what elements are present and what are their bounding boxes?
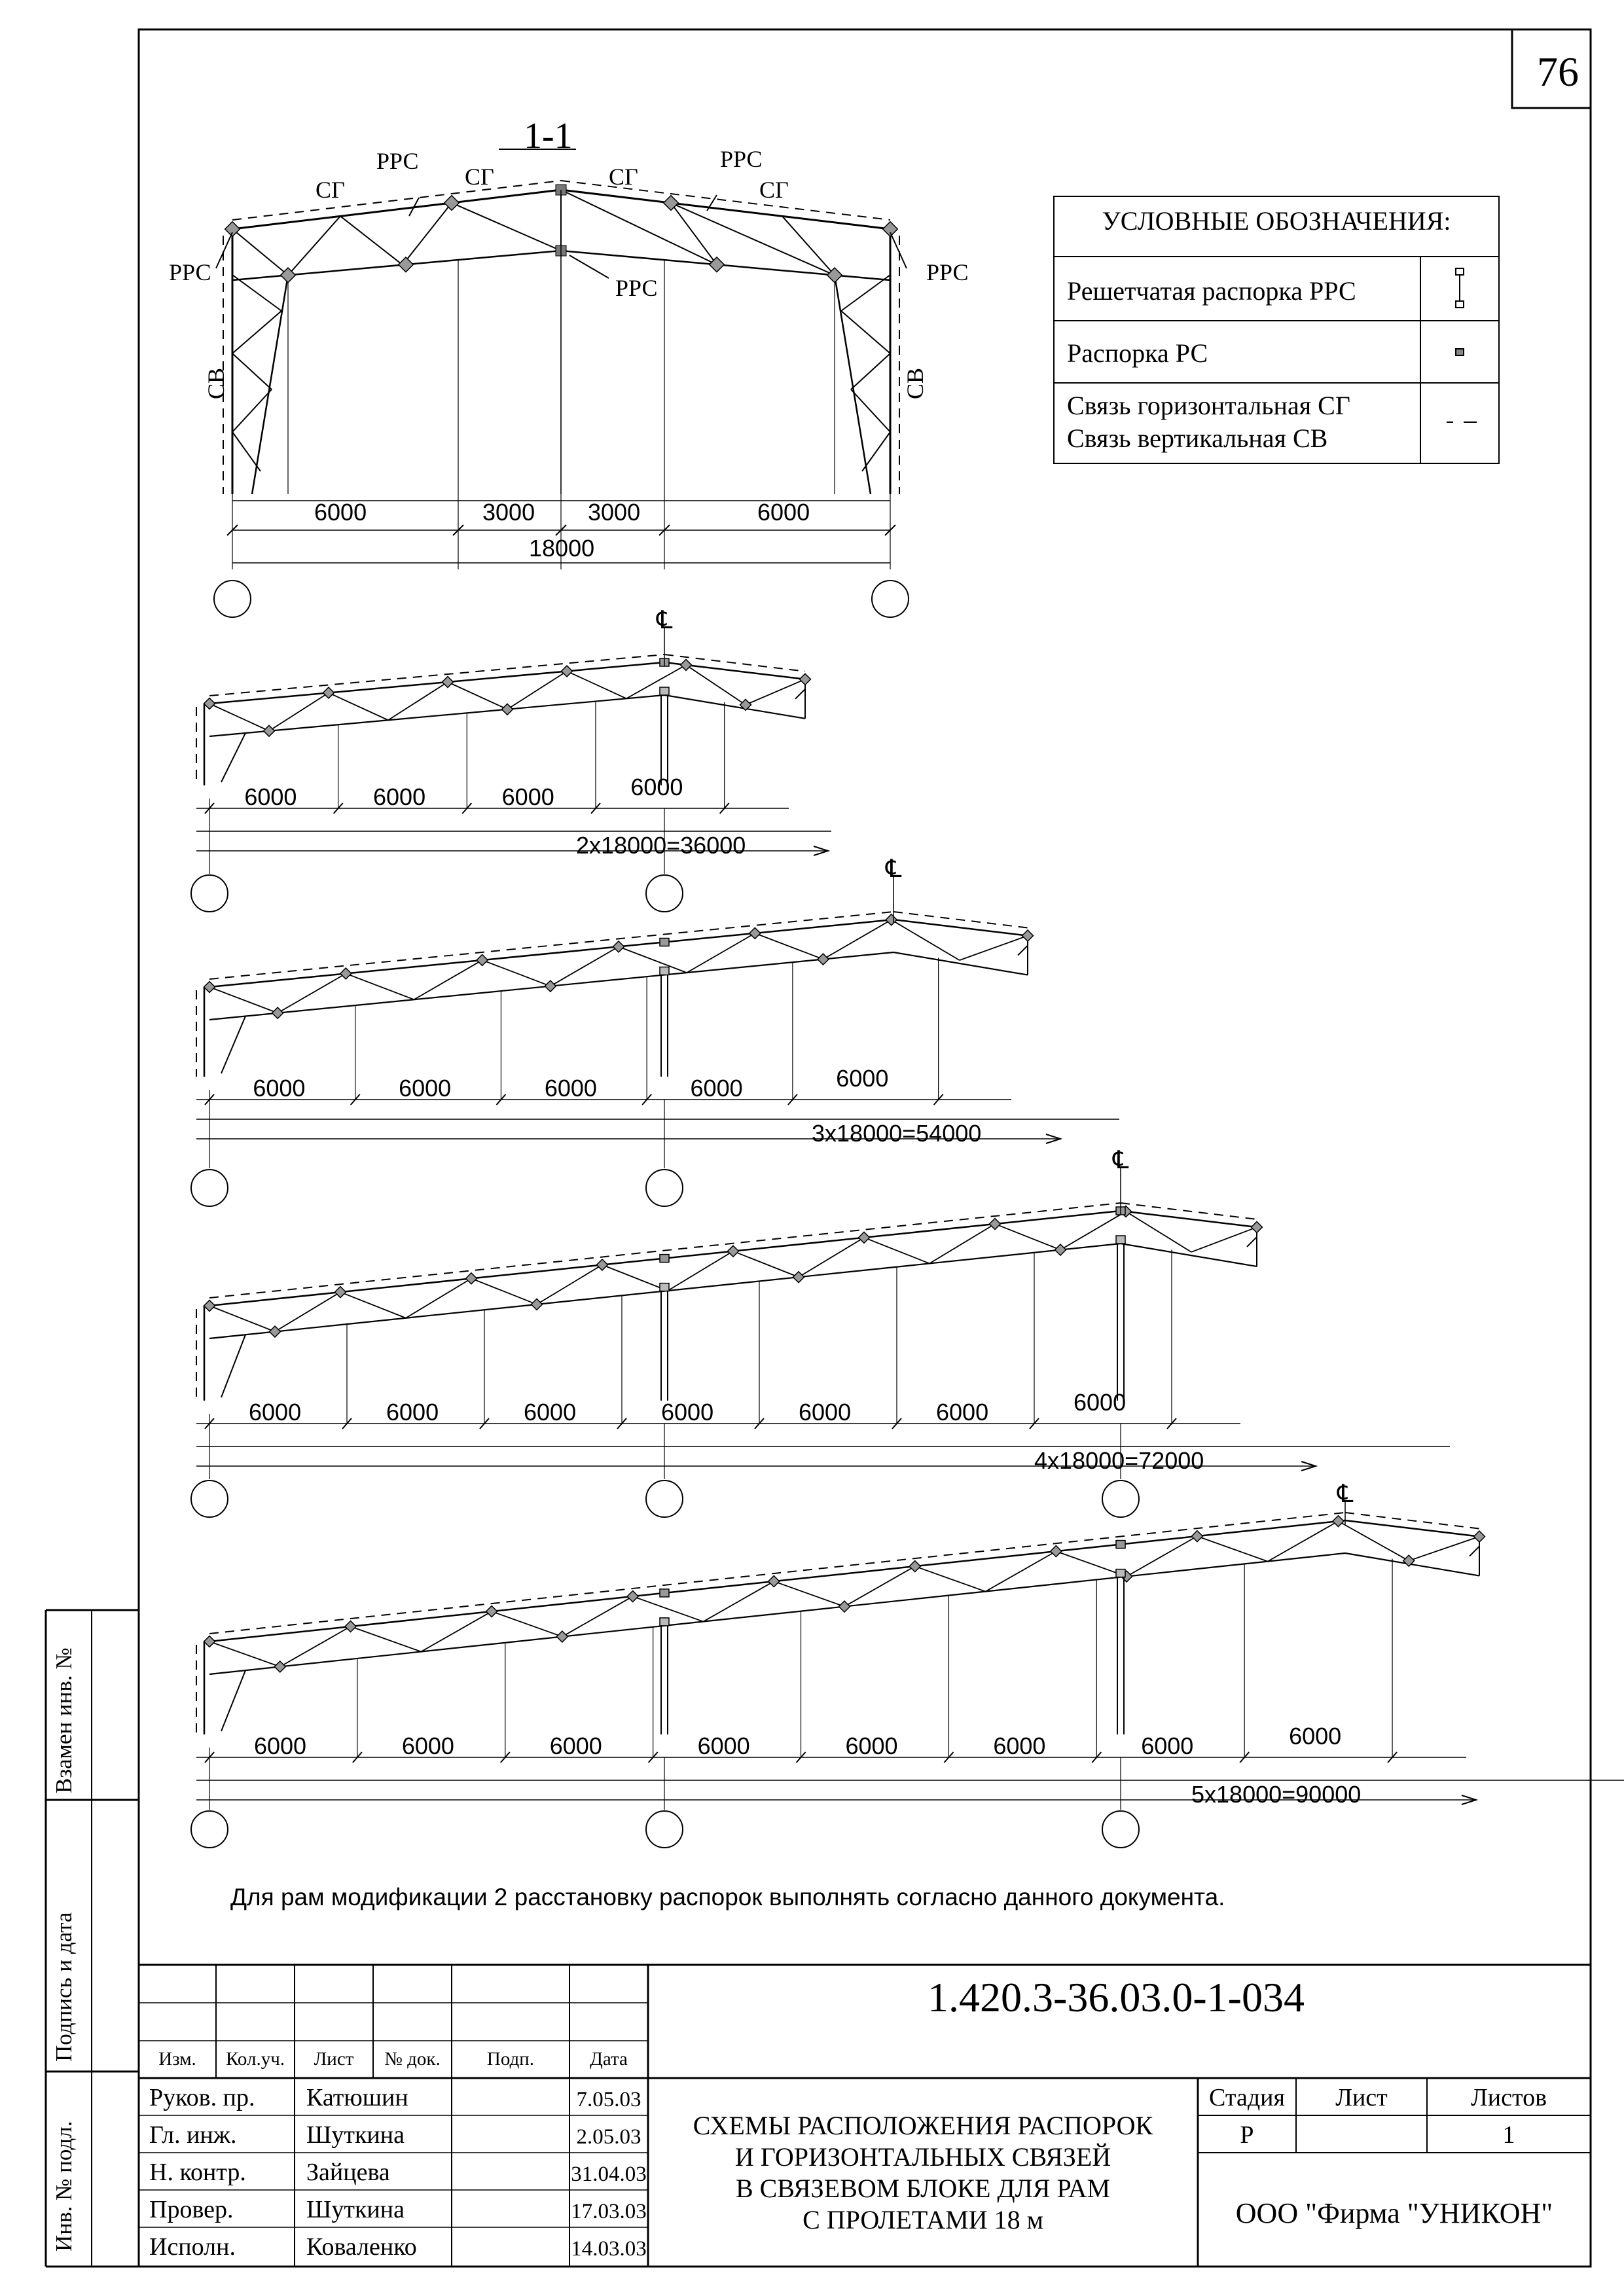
- sg-brace-line: [893, 912, 1028, 928]
- scheme-dim: 6000: [244, 783, 297, 810]
- title-line-3: В СВЯЗЕВОМ БЛОКЕ ДЛЯ РАМ: [735, 2174, 1111, 2203]
- column-lacing: [841, 311, 890, 353]
- legend-symbols: [1447, 268, 1477, 422]
- scheme-dim: 6000: [386, 1399, 439, 1426]
- web-diagonal: [209, 987, 278, 1013]
- brace-node: [613, 941, 624, 952]
- rrs-label-5: РРС: [926, 259, 969, 285]
- web-diagonal: [774, 1581, 844, 1607]
- axis-mark: ℄: [886, 854, 902, 883]
- sv-label-left: СВ: [203, 367, 229, 399]
- stage-label: Стадия: [1209, 2084, 1285, 2111]
- web-diagonal: [671, 203, 717, 264]
- web-diagonal: [1191, 1227, 1257, 1252]
- date-2: 2.05.03: [576, 2125, 641, 2149]
- scheme-total: 3x18000=54000: [812, 1120, 982, 1147]
- name-1: Катюшин: [306, 2084, 408, 2111]
- end-break: [1470, 1547, 1479, 1556]
- name-3: Зайцева: [306, 2159, 390, 2186]
- column-lacing: [232, 311, 281, 353]
- bottom-chord: [209, 1553, 1345, 1674]
- web-diagonal: [1409, 1537, 1479, 1561]
- brace-node: [728, 1246, 739, 1257]
- scheme-total: 4x18000=72000: [1034, 1447, 1204, 1474]
- column-lacing: [232, 353, 272, 389]
- brace-node: [768, 1576, 780, 1587]
- bottom-chord: [664, 695, 805, 719]
- sg-brace-line: [209, 912, 893, 979]
- brace-node: [562, 666, 573, 677]
- role-4: Провер.: [149, 2196, 234, 2223]
- web-diagonal: [995, 1224, 1060, 1250]
- web-diagonal: [351, 1626, 422, 1652]
- column-lacing: [221, 1670, 245, 1731]
- firm-name: ООО "Фирма "УНИКОН": [1235, 2197, 1553, 2229]
- axis-circle: [191, 1170, 228, 1206]
- brace-node: [399, 257, 414, 272]
- sg-label-4: СГ: [759, 177, 789, 203]
- axis-mark: ℄: [657, 605, 673, 634]
- web-diagonal: [388, 682, 448, 720]
- general-note: Для рам модификации 2 расстановку распорок выполнять согласно данного документа.: [230, 1884, 1225, 1910]
- column-lacing: [851, 353, 890, 389]
- end-break: [1018, 946, 1028, 956]
- web-diagonal: [733, 1251, 799, 1278]
- web-diagonal: [960, 936, 1028, 961]
- brace-node: [204, 982, 215, 993]
- bottom-chord: [1345, 1553, 1479, 1576]
- role-3: Н. контр.: [149, 2159, 246, 2186]
- leader-line: [216, 232, 232, 268]
- top-chord: [1345, 1520, 1479, 1537]
- legend-title: УСЛОВНЫЕ ОБОЗНАЧЕНИЯ:: [1102, 206, 1451, 236]
- web-diagonal: [232, 229, 288, 275]
- brace-node: [274, 1661, 285, 1672]
- brace-node: [839, 1601, 850, 1612]
- web-diagonal: [782, 216, 835, 275]
- brace-node: [859, 1232, 870, 1243]
- brace-node: [204, 1636, 215, 1647]
- axis-circle: [646, 875, 683, 912]
- side-vzamen: Взамен инв. №: [51, 1647, 77, 1793]
- title-line-4: С ПРОЛЕТАМИ 18 м: [803, 2205, 1043, 2234]
- column-inner: [835, 275, 871, 494]
- side-inv: Инв. № подл.: [51, 2121, 77, 2251]
- brace-node: [545, 980, 556, 992]
- axis-circle: [646, 1170, 683, 1206]
- date-1: 7.05.03: [576, 2088, 641, 2111]
- web-diagonal: [269, 693, 329, 731]
- side-podpis: Подпись и дата: [51, 1912, 77, 2062]
- sg-label-2: СГ: [465, 164, 494, 190]
- brace-node: [345, 1621, 356, 1632]
- rs-spacer: [1116, 1570, 1125, 1577]
- brace-node: [477, 954, 488, 965]
- date-3: 31.04.03: [571, 2162, 647, 2186]
- legend-item-sg: Связь горизонтальная СГ: [1067, 391, 1350, 420]
- web-diagonal: [482, 960, 550, 986]
- column-lacing: [221, 1335, 245, 1397]
- scheme-dim: 6000: [401, 1732, 454, 1759]
- brace-node: [323, 687, 334, 698]
- web-diagonal: [1197, 1536, 1268, 1562]
- brace-node: [710, 257, 725, 272]
- scheme-dim: 6000: [690, 1075, 743, 1102]
- leader-line: [890, 232, 907, 268]
- brace-node: [664, 196, 679, 211]
- role-1: Руков. пр.: [149, 2084, 255, 2111]
- brace-node: [1191, 1531, 1202, 1542]
- scheme-dim: 6000: [836, 1065, 889, 1092]
- brace-node: [883, 222, 898, 237]
- web-diagonal: [288, 216, 340, 275]
- column-lacing: [841, 275, 890, 311]
- sheet-number: 76: [1537, 48, 1579, 95]
- brace-node: [1474, 1531, 1485, 1542]
- section-dim-1: 6000: [314, 499, 367, 526]
- top-chord: [1121, 1211, 1257, 1227]
- brace-node: [1252, 1221, 1263, 1232]
- rrs-label-3: РРС: [169, 259, 211, 285]
- web-diagonal: [492, 1611, 562, 1637]
- scheme-dim: 6000: [549, 1732, 602, 1759]
- top-chord: [561, 190, 890, 229]
- column-lacing: [232, 432, 261, 471]
- web-diagonal: [602, 1265, 668, 1291]
- rs-spacer: [660, 1255, 669, 1263]
- brace-node: [225, 222, 240, 237]
- web-diagonal: [452, 203, 561, 251]
- role-5: Исполн.: [149, 2233, 236, 2261]
- bottom-chord: [209, 695, 664, 736]
- brace-node: [990, 1219, 1001, 1230]
- web-diagonal: [346, 973, 414, 999]
- legend-item-sv: Связь вертикальная СВ: [1067, 423, 1328, 453]
- rrs-label-2: РРС: [720, 146, 763, 172]
- brace-node: [818, 954, 829, 965]
- web-diagonal: [448, 682, 507, 709]
- rs-spacer: [660, 687, 669, 695]
- rs-spacer: [660, 938, 669, 946]
- name-5: Коваленко: [306, 2233, 417, 2261]
- hdr-izm: Изм.: [158, 2049, 196, 2070]
- web-diagonal: [340, 1292, 406, 1318]
- sheets-label: Листов: [1470, 2084, 1547, 2111]
- section-dim-4: 6000: [757, 499, 810, 526]
- axis-circle: [646, 1811, 683, 1848]
- brace-node: [502, 704, 513, 715]
- web-diagonal: [471, 1278, 537, 1304]
- name-4: Шуткина: [306, 2196, 405, 2223]
- rs-spacer: [660, 1283, 669, 1291]
- brace-node: [444, 196, 460, 211]
- rrs-label-1: РРС: [376, 148, 419, 174]
- web-diagonal: [567, 672, 626, 699]
- brace-node: [800, 673, 811, 685]
- top-chord: [209, 662, 664, 704]
- hdr-ndoc: № док.: [384, 2049, 441, 2070]
- brace-node: [1333, 1516, 1344, 1527]
- brace-node: [272, 1007, 283, 1018]
- brace-node: [486, 1606, 497, 1617]
- brace-node: [627, 1591, 638, 1602]
- rs-spacer: [660, 967, 669, 975]
- name-2: Шуткина: [306, 2121, 405, 2149]
- hdr-data: Дата: [590, 2049, 628, 2070]
- brace-node: [532, 1299, 543, 1310]
- scheme-total: 5x18000=90000: [1191, 1781, 1362, 1808]
- rrs-label-4: РРС: [615, 275, 658, 301]
- scheme-dim: 6000: [799, 1399, 852, 1426]
- column-lacing: [221, 733, 245, 782]
- title-line-1: СХЕМЫ РАСПОЛОЖЕНИЯ РАСПОРОК: [693, 2111, 1153, 2140]
- end-break: [1247, 1237, 1257, 1247]
- sg-brace-line: [1121, 1203, 1257, 1219]
- section-total: 18000: [529, 535, 595, 562]
- section-dim-2: 3000: [482, 499, 535, 526]
- scheme-dim: 6000: [373, 783, 426, 810]
- date-4: 17.03.03: [571, 2200, 647, 2223]
- web-diagonal: [340, 216, 403, 264]
- web-diagonal: [209, 1641, 280, 1667]
- brace-node: [1055, 1244, 1066, 1255]
- web-diagonal: [209, 704, 269, 731]
- axis-circle: [191, 875, 228, 912]
- scheme-dim: 6000: [253, 1732, 307, 1759]
- scheme-dim: 6000: [253, 1075, 306, 1102]
- section-dim-3: 3000: [588, 499, 641, 526]
- sheets-value: 1: [1502, 2121, 1515, 2149]
- rs-spacer: [660, 1618, 669, 1626]
- scheme-dim: 6000: [936, 1399, 989, 1426]
- web-diagonal: [755, 933, 823, 960]
- sg-brace-line: [209, 1513, 1345, 1634]
- brace-node: [886, 914, 897, 925]
- section-label: 1-1: [524, 116, 573, 156]
- scheme-dim: 6000: [1074, 1389, 1127, 1416]
- axis-circle: [191, 1811, 228, 1848]
- top-chord: [209, 920, 893, 987]
- column-lacing: [221, 1016, 245, 1073]
- scheme-dim: 6000: [544, 1075, 597, 1102]
- sheet-frame: [46, 29, 1591, 2267]
- brace-node: [1022, 930, 1034, 941]
- axis-mark: ℄: [1337, 1479, 1354, 1508]
- web-diagonal: [403, 203, 452, 265]
- scheme-dim: 6000: [249, 1399, 302, 1426]
- brace-node: [597, 1259, 608, 1270]
- web-diagonal: [507, 672, 567, 709]
- axis-circle: [1102, 1480, 1139, 1517]
- web-diagonal: [619, 946, 687, 973]
- title-line-2: И ГОРИЗОНТАЛЬНЫХ СВЯЗЕЙ: [734, 2142, 1111, 2172]
- web-diagonal: [671, 203, 835, 275]
- scheme-dim: 6000: [845, 1732, 898, 1759]
- scheme-dim: 6000: [1141, 1732, 1194, 1759]
- stage-value: Р: [1240, 2121, 1254, 2149]
- rs-spacer: [660, 1589, 669, 1597]
- column-lacing: [862, 432, 890, 471]
- web-diagonal: [329, 693, 388, 721]
- scheme-dim: 6000: [501, 783, 554, 810]
- column-lacing: [232, 275, 281, 311]
- brace-node: [1051, 1546, 1062, 1557]
- sg-label-3: СГ: [609, 164, 638, 190]
- hdr-podp: Подп.: [486, 2049, 535, 2070]
- bottom-chord: [1121, 1244, 1257, 1266]
- sg-brace-line: [232, 181, 561, 220]
- axis-circle: [1102, 1811, 1139, 1848]
- scheme-dim: 6000: [661, 1399, 714, 1426]
- web-diagonal: [746, 679, 805, 705]
- scheme-total: 2x18000=36000: [576, 832, 746, 859]
- web-diagonal: [626, 665, 686, 698]
- brace-node: [681, 659, 692, 670]
- brace-node: [204, 1300, 215, 1312]
- brace-node: [270, 1326, 281, 1337]
- brace-node: [556, 1631, 568, 1642]
- sg-label-1: СГ: [316, 177, 345, 203]
- brace-node: [264, 725, 275, 736]
- scheme-dim: 6000: [1289, 1723, 1342, 1749]
- bottom-chord: [893, 952, 1028, 975]
- brace-node: [749, 927, 761, 939]
- leader-line: [569, 255, 609, 278]
- scheme-dim: 6000: [399, 1075, 452, 1102]
- brace-node: [335, 1287, 346, 1298]
- brace-node: [909, 1561, 920, 1572]
- sv-label-right: СВ: [902, 367, 928, 399]
- axis-circle: [191, 1480, 228, 1517]
- rs-spacer: [1116, 1541, 1125, 1549]
- brace-node: [466, 1273, 477, 1284]
- document-code: 1.420.3-36.03.0-1-034: [928, 1974, 1305, 2020]
- role-2: Гл. инж.: [149, 2121, 237, 2149]
- web-diagonal: [864, 1238, 929, 1264]
- axis-circle: [214, 581, 251, 617]
- hdr-list: Лист: [314, 2049, 354, 2070]
- sg-brace-line: [1345, 1513, 1479, 1529]
- top-chord: [232, 190, 561, 229]
- column-inner: [252, 275, 288, 494]
- brace-node: [340, 968, 352, 979]
- brace-node: [204, 698, 215, 709]
- hdr-kol: Кол.уч.: [225, 2049, 285, 2070]
- end-break: [795, 689, 805, 699]
- date-5: 14.03.03: [571, 2237, 647, 2261]
- brace-node: [442, 677, 454, 688]
- web-diagonal: [915, 1566, 986, 1592]
- sheet-label: Лист: [1335, 2084, 1388, 2111]
- legend-item-rrs: Решетчатая распорка РРС: [1067, 276, 1356, 306]
- axis-circle: [872, 581, 909, 617]
- brace-node: [793, 1272, 804, 1283]
- axis-mark: ℄: [1113, 1145, 1129, 1174]
- scheme-dim: 6000: [630, 774, 683, 800]
- web-diagonal: [209, 1306, 275, 1332]
- axis-circle: [646, 1480, 683, 1517]
- scheme-dim: 6000: [993, 1732, 1046, 1759]
- legend-item-rs: Распорка РС: [1067, 338, 1208, 368]
- rs-spacer: [1116, 1236, 1125, 1244]
- scheme-dim: 6000: [524, 1399, 577, 1426]
- scheme-dim: 6000: [697, 1732, 750, 1759]
